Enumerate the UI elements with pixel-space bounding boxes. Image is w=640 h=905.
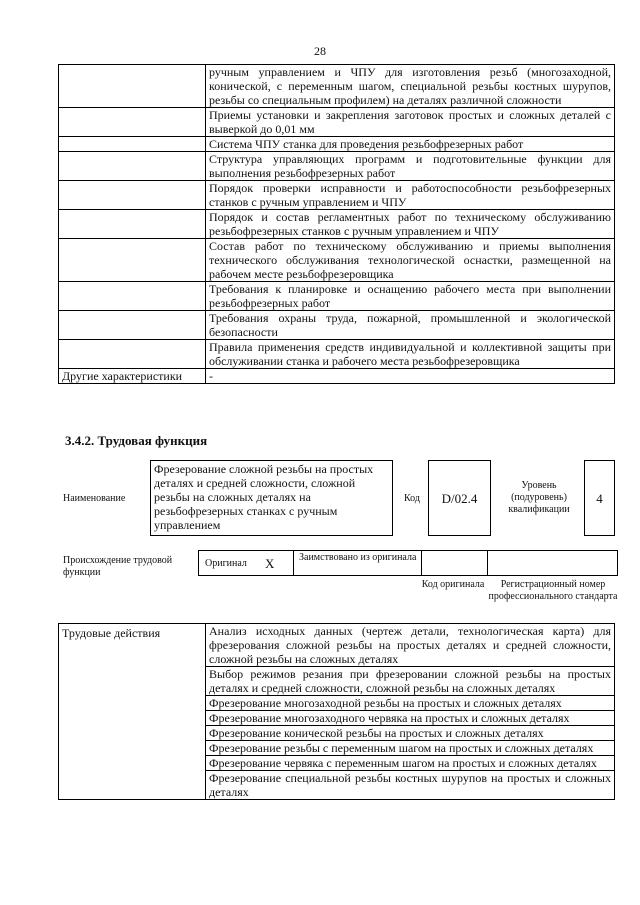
labor-action-text: Фрезерование червяка с переменным шагом на простых и сложных деталях xyxy=(206,756,615,771)
divider xyxy=(487,551,488,575)
section-title: 3.4.2. Трудовая функция xyxy=(65,433,208,448)
other-characteristics-value: - xyxy=(206,369,615,384)
requirement-text: ручным управлением и ЧПУ для изготовления резьб (многозаходной, конической, с переменным шагом, специальной резьбы костных шурупов, резьбы со специальным профилем) на деталях различной сложности xyxy=(206,65,615,108)
table-row xyxy=(59,137,615,152)
requirement-text: Правила применения средств индивидуальной и коллективной защиты при обслуживании станка и рабочего места резьбофрезеровщика xyxy=(206,340,615,369)
requirements-table xyxy=(58,64,615,384)
qualification-level: 4 xyxy=(584,460,615,536)
table-cell xyxy=(59,108,206,137)
table-row xyxy=(59,282,615,311)
original-label: Оригинал xyxy=(205,558,247,569)
labor-action-text: Фрезерование специальной резьбы костных шурупов на простых и сложных деталях xyxy=(206,771,615,800)
page-number: 28 xyxy=(314,44,326,58)
table-row xyxy=(59,340,615,369)
table-row xyxy=(59,311,615,340)
labor-action-text: Фрезерование конической резьбы на простых и сложных деталях xyxy=(206,726,615,741)
level-label: Уровень (подуровень) квалификации xyxy=(508,480,570,515)
table-cell xyxy=(59,65,206,108)
table-cell xyxy=(59,181,206,210)
name-label: Наименование xyxy=(63,493,126,504)
function-name: Фрезерование сложной резьбы на простых деталях и средней сложности, сложной резьбы на сложных деталях на резьбофрезерных станках с ручным управлением xyxy=(150,460,393,536)
table-cell xyxy=(59,137,206,152)
divider xyxy=(293,551,294,575)
function-code: D/02.4 xyxy=(428,460,491,536)
requirement-text: Требования к планировке и оснащению рабочего места при выполнении резьбофрезерных работ xyxy=(206,282,615,311)
labor-action-text: Анализ исходных данных (чертеж детали, технологическая карта) для фрезерования сложной резьбы на простых деталях и средней сложности, сложной резьбы на сложных деталях xyxy=(206,624,615,667)
table-row xyxy=(59,624,615,667)
actions-table xyxy=(58,623,615,800)
table-cell xyxy=(59,311,206,340)
labor-action-text: Фрезерование многозаходной резьбы на простых и сложных деталях xyxy=(206,696,615,711)
table-row xyxy=(59,65,615,108)
table-cell xyxy=(59,239,206,282)
table-cell xyxy=(59,340,206,369)
labor-action-text: Выбор режимов резания при фрезеровании сложной резьбы на простых деталях и средней сложности, сложной резьбы на сложных деталях xyxy=(206,667,615,696)
registration-caption: Регистрационный номер профессионального стандарта xyxy=(488,579,618,602)
code-original-caption: Код оригинала xyxy=(421,579,485,590)
requirement-text: Система ЧПУ станка для проведения резьбофрезерных работ xyxy=(206,137,615,152)
original-mark: X xyxy=(265,556,275,571)
divider xyxy=(421,551,422,575)
labor-action-text: Фрезерование многозаходного червяка на простых и сложных деталях xyxy=(206,711,615,726)
table-row xyxy=(59,108,615,137)
requirement-text: Порядок проверки исправности и работоспособности резьбофрезерных станков с ручным управлением и ЧПУ xyxy=(206,181,615,210)
table-cell xyxy=(59,152,206,181)
borrowed-label: Заимствовано из оригинала xyxy=(299,552,417,563)
requirement-text: Приемы установки и закрепления заготовок простых и сложных деталей с выверкой до 0,01 мм xyxy=(206,108,615,137)
labor-actions-label: Трудовые действия xyxy=(59,624,206,800)
table-row xyxy=(59,152,615,181)
origin-label: Происхождение трудовой функции xyxy=(63,555,173,578)
origin-row xyxy=(198,550,618,576)
table-row xyxy=(59,369,615,384)
table-row xyxy=(59,210,615,239)
table-row xyxy=(59,239,615,282)
labor-action-text: Фрезерование резьбы с переменным шагом на простых и сложных деталях xyxy=(206,741,615,756)
table-cell xyxy=(59,210,206,239)
code-label: Код xyxy=(404,493,420,504)
other-characteristics-label: Другие характеристики xyxy=(59,369,206,384)
requirement-text: Порядок и состав регламентных работ по техническому обслуживанию резьбофрезерных станков с ручным управлением и ЧПУ xyxy=(206,210,615,239)
requirement-text: Требования охраны труда, пожарной, промышленной и экологической безопасности xyxy=(206,311,615,340)
requirement-text: Состав работ по техническому обслуживанию и приемы выполнения технического обслуживания технологической оснастки, размещенной на рабочем месте резьбофрезеровщика xyxy=(206,239,615,282)
table-row xyxy=(59,181,615,210)
table-cell xyxy=(59,282,206,311)
requirement-text: Структура управляющих программ и подготовительные функции для выполнения резьбофрезерных работ xyxy=(206,152,615,181)
